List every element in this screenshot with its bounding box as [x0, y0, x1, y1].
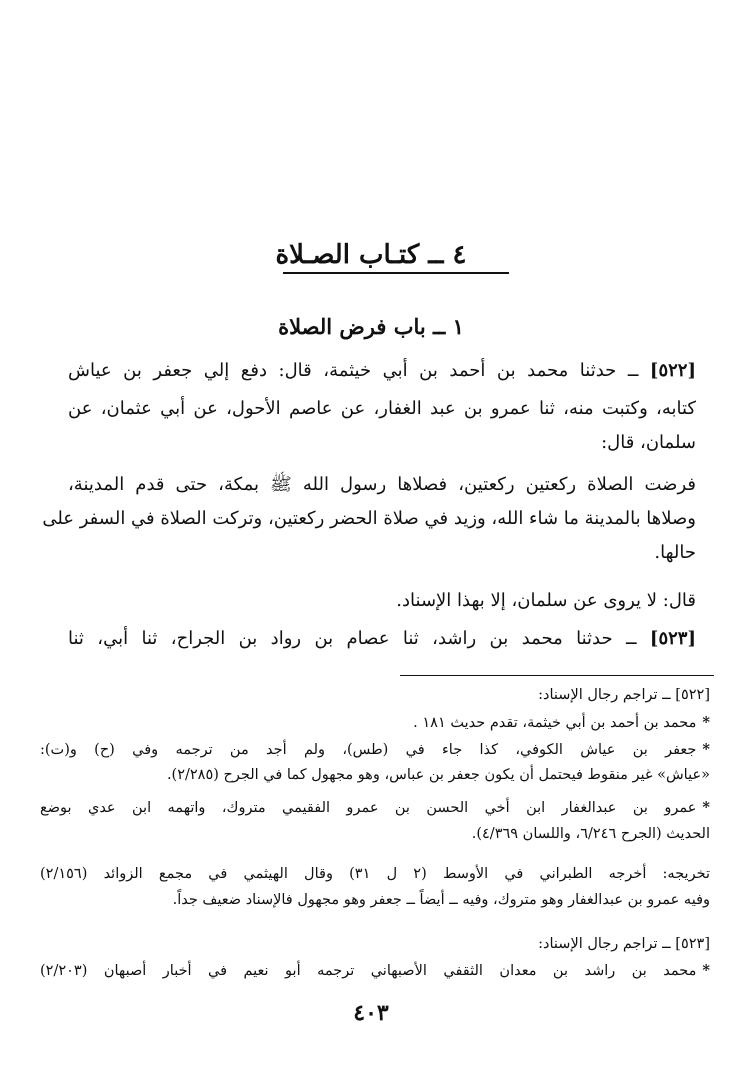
hadith-522-line-1 [68, 356, 696, 386]
footnote-522-line-1-text: محمد بن أحمد بن أبي خيثمة، تقدم حديث ١٨١ . [413, 715, 697, 731]
section-title: ١ ــ باب فرض الصلاة [278, 314, 464, 339]
footnote-522-takhrij-line-1: تخريجه: أخرجه الطبراني في الأوسط (٢ ل ٣١) وقال الهيثمي في مجمع الزوائد (٢/١٥٦) [40, 866, 710, 882]
hadith-523-line-1 [68, 624, 696, 654]
footnote-522-heading: [٥٢٢] ــ تراجم رجال الإسناد: [538, 687, 710, 703]
footnote-523-heading: [٥٢٣] ــ تراجم رجال الإسناد: [538, 936, 710, 952]
hadith-522-text-line-1: فرضت الصلاة ركعتين ركعتين، فصلاها رسول الله ﷺ بمكة، حتى قدم المدينة، [68, 474, 696, 495]
footnote-523-line-1-text: محمد بن راشد بن معدان الثقفي الأصبهاني ترجمه أبو نعيم في أخبار أصبهان (٢/٢٠٣) [40, 963, 697, 979]
footnote-522-line-2 [40, 738, 710, 762]
footnote-522-takhrij-line-2: وفيه عمرو بن عبدالغفار وهو متروك، وفيه ــ أيضاً ــ جعفر وهو مجهول فالإسناد ضعيف جداً. [172, 892, 710, 908]
hadith-522-line-3: سلمان، قال: [601, 432, 696, 453]
hadith-522-number: [٥٢٢] [649, 360, 696, 381]
hadith-522-text-line-2: وصلاها بالمدينة ما شاء الله، وزيد في صلاة الحضر ركعتين، وتركت الصلاة في السفر على [42, 508, 696, 529]
footnote-523-line-1 [40, 959, 710, 983]
hadith-522-comment: قال: لا يروى عن سلمان، إلا بهذا الإسناد. [396, 590, 696, 611]
chapter-title: ٤ ــ كتـاب الصـلاة [275, 240, 467, 270]
bullet-icon: * [702, 741, 710, 758]
footnote-522-line-1 [413, 711, 710, 735]
hadith-522-text-line-3: حالها. [654, 542, 696, 563]
bullet-icon: * [702, 962, 710, 979]
hadith-522-line-1-text: ــ حدثنا محمد بن أحمد بن أبي خيثمة، قال: دفع إلي جعفر بن عياش [68, 360, 639, 381]
footnote-522-line-4-text: عمرو بن عبدالغفار ابن أخي الحسن بن عمرو الفقيمي متروك، واتهمه ابن عدي بوضع [40, 800, 697, 816]
footnote-522-line-3: «عياش» غير منقوط فيحتمل أن يكون جعفر بن عباس، وهو مجهول كما في الجرح (٢/٢٨٥). [166, 767, 710, 783]
bullet-icon: * [702, 799, 710, 816]
hadith-522-line-2: كتابه، وكتبت منه، ثنا عمرو بن عبد الغفار، عن عاصم الأحول، عن أبي عثمان، عن [68, 398, 696, 419]
footnote-522-line-5: الحديث (الجرح ٦/٢٤٦، واللسان ٤/٣٦٩). [471, 826, 710, 842]
hadith-523-number: [٥٢٣] [649, 628, 696, 649]
footnote-522-line-4 [40, 796, 710, 820]
page-number: ٤٠٣ [353, 1000, 389, 1026]
footnote-522-line-2-text: جعفر بن عياش الكوفي، كذا جاء في (طس)، ولم أجد من ترجمه وفي (ح) و(ت): [40, 742, 697, 758]
bullet-icon: * [702, 714, 710, 731]
footnote-separator [400, 675, 714, 676]
hadith-523-line-1-text: ــ حدثنا محمد بن راشد، ثنا عصام بن رواد بن الجراح، ثنا أبي، ثنا [68, 628, 637, 649]
chapter-title-underline [283, 272, 509, 274]
